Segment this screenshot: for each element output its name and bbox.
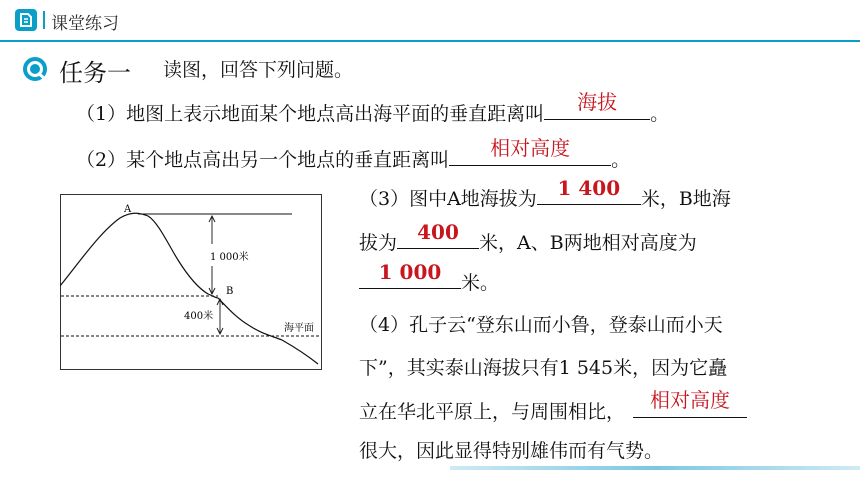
question-2 [76,136,631,172]
question-2-text: （2）某个地点高出另一个地点的垂直距离叫 [76,149,450,171]
question-4-line-3 [359,388,747,424]
answer-blank-4 [633,388,747,418]
header-bar [0,0,860,40]
point-b-label: B [226,286,234,297]
question-2-end: 。 [611,149,631,171]
question-3-line-1 [359,176,731,211]
course-logo-icon [15,9,37,31]
answer-blank-1 [544,90,650,120]
answer-3c: 1 000 [378,260,442,284]
question-3-text-3: 拔为 [359,232,398,254]
question-4-line-1: （4）孔子云“登东山而小鲁，登泰山而小天 [359,314,723,336]
question-1-text: （1）地图上表示地面某个地点高出海平面的垂直距离叫 [76,103,545,125]
task-intro: 读图，回答下列问题。 [163,59,354,81]
question-4-text-3: 立在华北平原上，与周围相比， [359,401,626,423]
question-3-text-2: 米，B地海 [640,188,731,210]
question-4-line-4: 很大，因此显得特别雄伟而有气势。 [359,440,664,462]
question-3-line-2 [359,220,697,255]
answer-blank-3c [359,260,461,289]
question-3-line-3 [359,260,500,295]
point-a-label: A [124,204,132,215]
question-4-line-2: 下”，其实泰山海拔只有1 545米，因为它矗 [359,357,728,379]
answer-3b: 400 [417,220,459,244]
task-label: 任务一 [59,59,131,87]
height-400-label: 400米 [184,311,214,322]
task-target-icon [22,56,48,82]
terrain-diagram [60,194,322,370]
question-1 [76,90,670,126]
header-underline [0,40,860,42]
height-1000-label: 1 000米 [210,252,249,263]
bottom-decor-bar [450,466,860,470]
section-title: 课堂练习 [51,14,119,34]
header-divider [43,11,45,29]
answer-1: 海拔 [577,90,618,114]
answer-2: 相对高度 [490,136,571,160]
answer-blank-3a [537,176,641,205]
answer-blank-3b [397,220,479,249]
sea-level-label: 海平面 [284,323,314,334]
answer-blank-2 [449,136,611,166]
question-1-end: 。 [650,103,670,125]
answer-3a: 1 400 [557,176,621,200]
question-3-text-4: 米，A、B两地相对高度为 [479,232,697,254]
answer-4: 相对高度 [650,388,731,412]
question-3-text-5: 米。 [461,272,500,294]
question-3-text-1: （3）图中A地海拔为 [359,188,537,210]
